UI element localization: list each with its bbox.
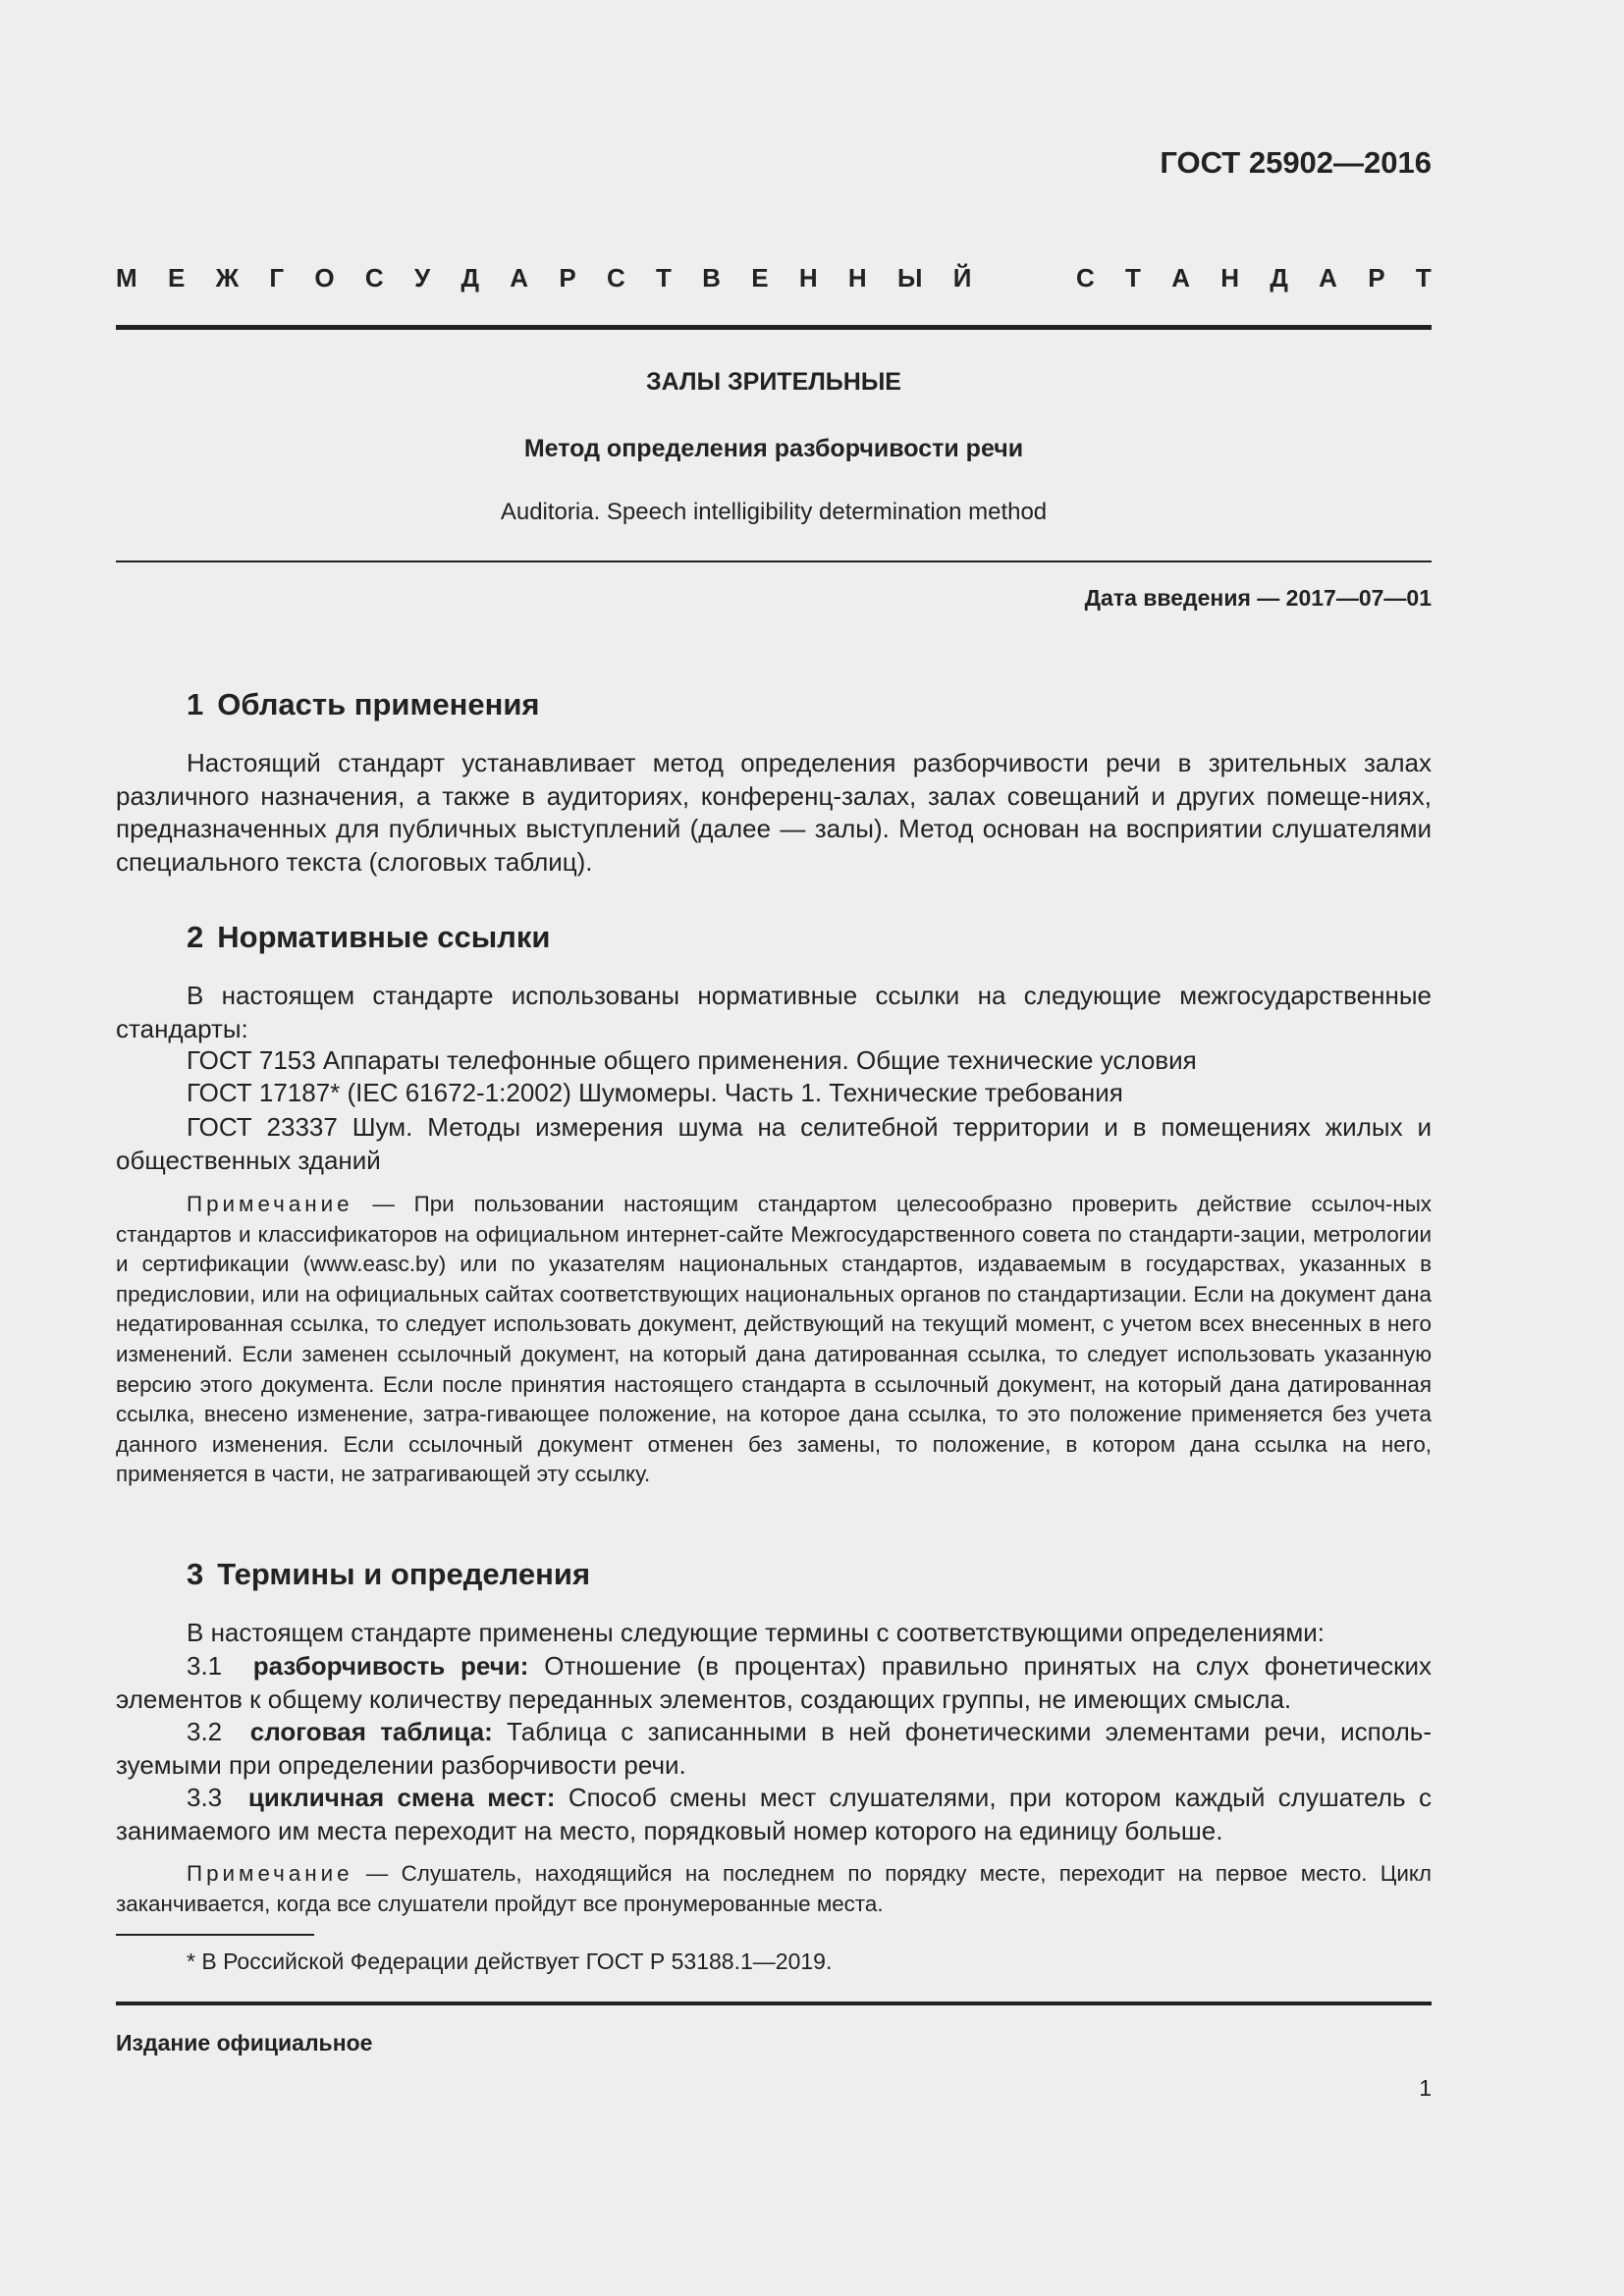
heading-letter: О	[314, 263, 335, 293]
section-number: 3	[187, 1557, 204, 1591]
heading-letter: Г	[269, 263, 285, 293]
section-2-paragraph: В настоящем стандарте использованы нормативные ссылки на следующие межгосударственные стандарты:	[116, 981, 1432, 1043]
section-number: 1	[187, 687, 204, 721]
section-title: Область применения	[217, 687, 540, 721]
heading-letter: Е	[167, 263, 186, 293]
document-subtitle: Метод определения разборчивости речи	[523, 435, 1024, 462]
heading-letter: М	[116, 263, 137, 293]
footnote: * В Российской Федерации действует ГОСТ Р 53188.1—2019.	[187, 1949, 833, 1974]
section-title: Термины и определения	[217, 1557, 591, 1591]
heading-letter: Д	[460, 263, 479, 293]
term-definition: Отношение (в процентах) правильно принятых на слух фонетических элементов к общему количеству переданных элементов, создающих группы, не имеющих смысла.	[116, 1651, 1433, 1714]
heading-letter: Р	[1368, 263, 1385, 293]
heading-letter: Е	[751, 263, 769, 293]
heading-letter: А	[1319, 263, 1337, 293]
note-label: Примечание	[187, 1192, 353, 1216]
introduction-date: Дата введения — 2017—07—01	[1084, 585, 1432, 611]
term-3-1: 3.1 разборчивость речи: Отношение (в процентах) правильно принятых на слух фонетических элементов к общему количеству переданных элементов, создающих группы, не имеющих смысла.	[116, 1651, 1433, 1714]
interstate-standard-heading	[116, 263, 1432, 294]
heading-letter: Н	[798, 263, 818, 293]
heading-letter: Ж	[215, 263, 240, 293]
term-3-2: 3.2 слоговая таблица: Таблица с записанными в ней фонетическими элементами речи, исполь-зуемыми при определении разборчивости речи.	[116, 1717, 1432, 1780]
heading-letter: Н	[847, 263, 867, 293]
term-definition: Способ смены мест слушателями, при котором каждый слушатель с занимаемого им места переходит на место, порядковый номер которого на единицу больше.	[116, 1783, 1432, 1845]
page-number: 1	[1419, 2075, 1432, 2101]
section-3-note: Примечание — Слушатель, находящийся на последнем по порядку месте, переходит на первое место. Цикл заканчивается, когда все слушатели пройдут все пронумерованные места.	[116, 1861, 1432, 1916]
heading-letter: Т	[1415, 263, 1432, 293]
section-1-heading	[187, 687, 540, 722]
term-name: слоговая таблица:	[249, 1717, 493, 1746]
heading-letter: В	[702, 263, 721, 293]
section-3-heading	[187, 1557, 590, 1592]
document-title-english: Auditoria. Speech intelligibility determination method	[500, 499, 1048, 525]
heading-letter: Д	[1270, 263, 1288, 293]
section-number: 2	[187, 920, 204, 954]
footer-rule	[116, 2002, 1432, 2005]
heading-letter: У	[413, 263, 431, 293]
title-rule	[116, 561, 1432, 562]
heading-letter: С	[1075, 263, 1095, 293]
heading-letter: Т	[1125, 263, 1141, 293]
section-1-paragraph: Настоящий стандарт устанавливает метод определения разборчивости речи в зрительных залах различного назначения, а также в аудиториях, конференц-залах, залах совещаний и других помеще-ниях, предназначенных для публичных выступлений (далее — залы). Метод основан на восприятии слушателями специального текста (слоговых таблиц).	[116, 748, 1432, 877]
note-label: Примечание	[187, 1861, 353, 1886]
document-title: ЗАЛЫ ЗРИТЕЛЬНЫЕ	[646, 368, 901, 396]
heading-letter: Й	[952, 263, 972, 293]
reference-gost-17187: ГОСТ 17187* (IEC 61672-1:2002) Шумомеры. Часть 1. Технические требования	[187, 1078, 1123, 1107]
official-edition-label: Издание официальное	[116, 2030, 373, 2056]
section-3-paragraph: В настоящем стандарте применены следующие термины с соответствующими определениями:	[187, 1618, 1326, 1647]
section-2-note: Примечание — При пользовании настоящим стандартом целесообразно проверить действие ссылоч-ных стандартов и классификаторов на официальном интернет-сайте Межгосударственного совета по стандарти-зации, метрологии и сертификации (www.easc.by) или по указателям национальных стандартов, издаваемым в государствах, указанных в предисловии, или на официальных сайтах соответствующих национальных органов по стандартизации. Если на документ дана недатированная ссылка, то следует использовать документ, действующий на текущий момент, с учетом всех внесенных в него изменений. Если заменен ссылочный документ, на который дана датированная ссылка, то следует использовать указанную версию этого документа. Если после принятия настоящего стандарта в ссылочный документ, на который дана датированная ссылка, внесено изменение, затра-гивающее положение, на которое дана ссылка, то это положение применяется без учета данного изменения. Если ссылочный документ отменен без замены, то положение, в котором дана ссылка на него, применяется в части, не затрагивающей эту ссылку.	[116, 1192, 1432, 1487]
term-name: разборчивость речи:	[252, 1651, 529, 1681]
heading-letter: А	[510, 263, 529, 293]
section-title: Нормативные ссылки	[217, 920, 551, 954]
word-gap	[1002, 263, 1046, 294]
heading-letter: Т	[656, 263, 672, 293]
heading-letter: Р	[559, 263, 576, 293]
reference-gost-7153: ГОСТ 7153 Аппараты телефонные общего применения. Общие технические условия	[187, 1045, 1197, 1075]
heading-letter: С	[606, 263, 625, 293]
reference-gost-23337: ГОСТ 23337 Шум. Методы измерения шума на селитебной территории и в помещениях жилых и общественных зданий	[116, 1112, 1432, 1175]
section-2-heading	[187, 920, 550, 955]
term-3-3: 3.3 цикличная смена мест: Способ смены мест слушателями, при котором каждый слушатель с занимаемого им места переходит на место, порядковый номер которого на единицу больше.	[116, 1783, 1432, 1845]
heading-letter: А	[1171, 263, 1190, 293]
document-id: ГОСТ 25902—2016	[1160, 145, 1432, 180]
footnote-separator	[116, 1934, 314, 1936]
term-name: цикличная смена мест:	[247, 1783, 556, 1812]
heading-letter: Ы	[896, 263, 923, 293]
heading-letter: Н	[1220, 263, 1240, 293]
heading-letter: С	[364, 263, 384, 293]
term-definition: Таблица с записанными в ней фонетическими элементами речи, исполь-зуемыми при определении разборчивости речи.	[116, 1717, 1432, 1780]
header-rule	[116, 325, 1432, 330]
